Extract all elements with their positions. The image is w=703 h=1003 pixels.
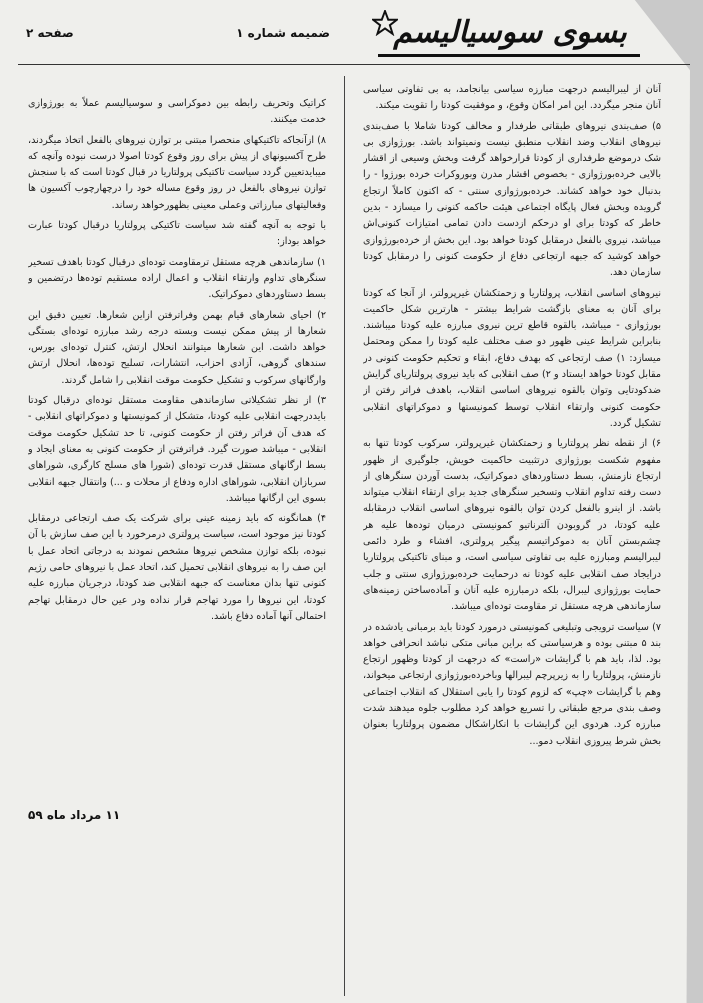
paragraph: ۳) از نظر تشکیلاتی سازماندهی مقاومت مستقل توده‌ای درقبال کودتا بایددرجهت انقلابی علیه کودتا، متشکل از کمونیستها و دموکراتهای انقلابی - که هدف آن فراتر رفتن از حکومت کنونی، تا حد تشکیل حکومت موقت انقلابی - میباشد صورت گیرد. فراترفتن از حکومت کنونی به معنای ایجاد و بسط ارگانهای مستقل قدرت توده‌ای (شورا های مسلح کارگری، شوراهای سربازان انقلابی، شوراهای اداره ودفاع از محلات و ...) وانتقال جبهه انقلابی بسوی این ارگانها میباشد.	[28, 395, 326, 504]
page-number: صفحه ۲	[26, 26, 74, 40]
newspaper-logo: بسوی سوسیالیسم	[393, 14, 627, 50]
right-column	[363, 82, 661, 1000]
paragraph: کراتیک وتحریف رابطه بین دموکراسی و سوسیالیسم عملاً به بورژوازی خدمت میکنند.	[28, 98, 326, 126]
paragraph: آنان از لیبرالیسم درجهت مبارزه سیاسی بیانجامد، به بی تفاوتی سیاسی آنان منجر میگردد. این امر امکان وقوع، و موفقیت کودتا را تقویت میکند.	[363, 84, 661, 112]
paragraph: ۱) سازماندهی هرچه مستقل ترمقاومت توده‌ای درقبال کودتا باهدف تسخیر سنگرهای تداوم وارتقاء انقلاب و اعمال اراده مستقیم توده‌ها درتضمین و بسط دستاوردهای دموکراتیک.	[28, 256, 326, 301]
supplement-label: ضمیمه شماره ۱	[236, 26, 330, 40]
logo-underline	[378, 54, 640, 57]
header-rule	[18, 64, 690, 65]
paragraph: ۴) همانگونه که باید زمینه عینی برای شرکت یک صف ارتجاعی درمقابل کودتا نیز موجود است، سیاست پرولتری درمرخورد با این صف سازش با آن نبوده، بلکه توازن مشخص نیروها مشخص نمودند به درجاتی اتحاد عمل با این صف را به نیروهای انقلابی تحمیل کند، اتحاد عمل با نیروهای حامی رژیم کنونی تنها بدان معناست که جبهه انقلابی ضد کودتا، درجریان مبارزه علیه کودتا، این نیروها را مورد تهاجم قرار نداده ودر عین حال درمقابل تهاجم احتمالی آنها آماده دفاع باشد.	[28, 513, 326, 622]
paragraph: ۷) سیاست ترویجی وتبلیغی کمونیستی درمورد کودتا باید برمبانی یادشده در بند ۵ مبتنی بوده و هرسیاستی که براین مبانی متکی نباشد انحرافی خواهد بود. لذا، باید هم با گرایشات «راست» که درجهت از کودتا وظهور ارتجاع نازمنش، پرولتاریا را به زیرپرچم لیبرالها وباخرده‌بورژوازی ارتجاعی میخواند، وهم با گرایشات «چپ» که لزوم کودتا را یابی استقلال که انقلاب اجتماعی وصف بندی مرجع طبقاتی را تسریع خواهد کرد مطلوب جلوه میدهند شدت مبارزه کرد. هردوی این گرایشات با انکاراشکال مضمون پرولتاریا بعنوان بخش شرط پیروزی انقلاب دمو...	[363, 621, 661, 747]
paragraph: ۵) صف‌بندی نیروهای طبقاتی طرفدار و مخالف کودتا شاملا با صف‌بندی نیروهای انقلاب وضد انقلاب منطبق نیست ونمیتواند باشد. بورژوازی بی شک درموضع طرفداری از کودتا قرارخواهد گرفت وبخش وسیعی از اقشار بالایی خرده‌بورژوازی - بخصوص اقشار مدرن وبوروکرات خرده بورژوا - را بدنبال خود خواهد کشاند. خرده‌بورژوازی سنتی - که اکنون کاملاً ارتجاع گرویده وبخش فعال پایگاه اجتماعی هیئت حاکمه کنونی را میسازد - بدین خاطر که کودتا برای او درحکم ازدست دادن تمامی امتیازات کنونی‌اش میباشد، نیروی بالفعل درمقابل کودتا خواهد بود. این بخش از خرده‌بورژوازی خواهد کوشید که جبهه ارتجاعی دفاع از حکومت کنونی را درمقابل کودتا سازمان دهد.	[363, 120, 661, 279]
paragraph: ۲) احیای شعارهای قیام بهمن وفراترفتن ازاین شعارها. تعیین دقیق این شعارها از پیش ممکن نیست وبسته درجه رشد مبارزه توده‌ای بستگی خواهد داشت. این شعارها میتوانند انحلال ارتش، کنترل توده‌ای بورس، سندهای گروهی، آزادی احزاب، انتشارات، تسلیح توده‌ها، انحلال ارتش وارگانهای سرکوب و تشکیل حکومت موقت انقلابی را شامل گردند.	[28, 309, 326, 386]
paragraph: ۶) از نقطه نظر پرولتاریا و زحمتکشان غیرپرولتر، سرکوب کودتا تنها به مفهوم شکست بورژوازی درتثبیت حاکمیت خویش، جلوگیری از ظهور ارتجاع نازمنش، بسط دستاوردهای دموکراتیک، بدست آوردن سنگرهای از دست رفته تداوم انقلاب وتسخیر سنگرهای جدید برای ارتقاء انقلاب میتواند باشد. از اینرو بالفعل کردن توان بالقوه نیروهای اساسی انقلاب درمقابله علیه کودتا، در گروبودن آلترناتیو کمونیستی درمیان توده‌ها علیه هر چشم‌بستن آنان به دموکراتیسم پیگیر پرولتری، افشاء و طرد دائمی لیبرالیسم ومبارزه علیه بی تفاوتی سیاسی است، و مبنای تاکتیکی پرولتاریا درایجاد صف انقلابی علیه کودتا نه درحمایت خرده‌بورژوازی سنتی و جلب حمایت بورژوازی لیبرال، بلکه درمبارزه علیه آنان و آماده‌ساختن زمینه‌های سازماندهی هرچه مستقل تر مقاومت توده‌ای میباشد.	[363, 438, 661, 613]
paragraph: با توجه به آنچه گفته شد سیاست تاکتیکی پرولتاریا درقبال کودتا عبارت خواهد بوداز:	[28, 220, 326, 248]
dateline: ۱۱ مرداد ماه ۵۹	[28, 808, 121, 822]
paragraph: ۸) ازآنجاکه تاکتیکهای منحصرا مبتنی بر توازن نیروهای بالفعل اتخاذ میگردند، طرح آکسیونهای از پیش برای روز وقوع کودتا اصولا درست نبوده وآنچه که میبایدتعیین گردد سیاست تاکتیکی پرولتاریا در قبال کودتا است که با سنجش توازن نیروهای بالفعل در روز وقوع مساله خود را درچهارچوب آکسیون ها وفعالیتهای مبارزاتی وعملی معینی بظهورخواهد رساند.	[28, 134, 326, 211]
paragraph: نیروهای اساسی انقلاب، پرولتاریا و زحمتکشان غیرپرولتر، از آنجا که کودتا برای آنان به معنای بازگشت شرایط بیشتر - هارترین شکل حاکمیت بورژوازی - میباشد، بالقوه قاطع ترین نیروی مبارزه علیه کودتا میباشند. بنابراین شرایط عینی ظهور دو صف مختلف علیه کودتا را ممکن ومحتمل میسازد: ۱) صف ارتجاعی که بهدف دفاع، ابقاء و تحکیم حکومت کنونی در مقابل کودتا خواهد ایستاد و ۲) صف انقلابی که باید نیروی پرولتاریای گرایش ضدکودتایی وتوان بالقوه نیروهای اساسی انقلاب، باهدف فراتر رفتن از حکومت کنونی وارتقاء انقلاب توسط کمونیستها و دموکراتهای انقلابی تشکیل گردد.	[363, 287, 661, 429]
column-divider	[344, 76, 345, 996]
left-column	[28, 96, 326, 856]
masthead	[18, 4, 690, 62]
